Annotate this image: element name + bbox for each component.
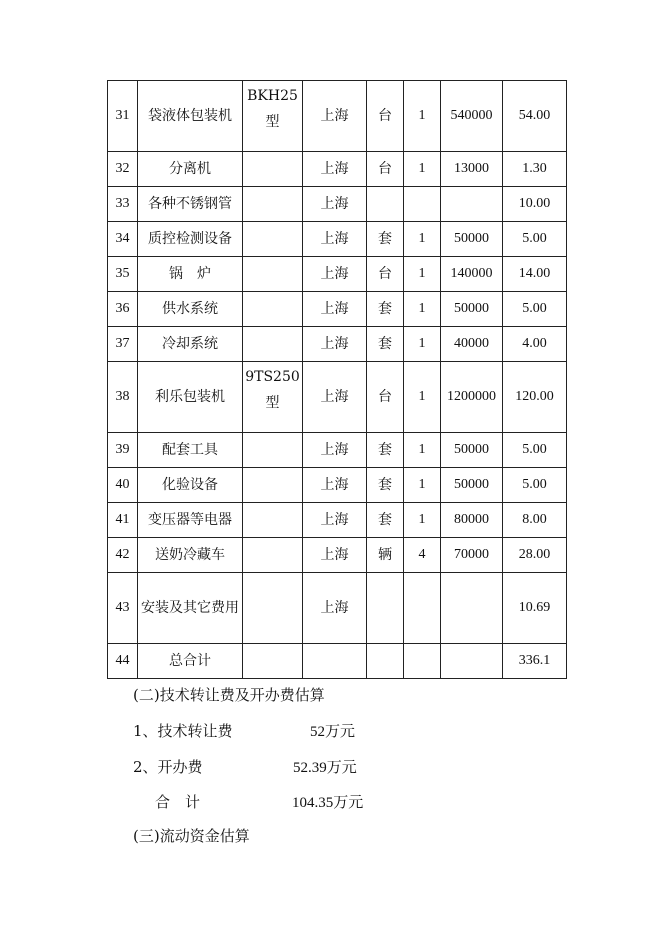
equipment-model-cell <box>243 644 303 679</box>
table-row <box>108 81 567 152</box>
table-row <box>108 503 567 538</box>
row-number-cell: 40 <box>108 468 138 503</box>
unit-cell: 套 <box>367 327 404 362</box>
quantity-cell: 1 <box>404 292 441 327</box>
row-number-cell: 37 <box>108 327 138 362</box>
quantity-cell: 4 <box>404 538 441 573</box>
section-2-heading: (二)技术转让费及开办费估算 <box>133 686 325 704</box>
equipment-name-cell: 分离机 <box>138 152 243 187</box>
origin-cell: 上海 <box>303 222 367 257</box>
equipment-model-cell <box>243 327 303 362</box>
row-number-cell: 42 <box>108 538 138 573</box>
unit-cell <box>367 187 404 222</box>
equipment-model-cell <box>243 573 303 644</box>
amount-wan-yuan-cell: 1.30 <box>503 152 567 187</box>
table-row <box>108 257 567 292</box>
row-number-cell: 39 <box>108 433 138 468</box>
equipment-model-cell <box>243 433 303 468</box>
unit-price-cell: 13000 <box>441 152 503 187</box>
equipment-name-cell: 总合计 <box>138 644 243 679</box>
origin-cell <box>303 644 367 679</box>
unit-price-cell: 50000 <box>441 222 503 257</box>
equipment-model-cell <box>243 152 303 187</box>
unit-cell: 套 <box>367 503 404 538</box>
equipment-name-cell: 锅 炉 <box>138 257 243 292</box>
origin-cell: 上海 <box>303 292 367 327</box>
unit-cell: 台 <box>367 257 404 292</box>
unit-cell: 套 <box>367 468 404 503</box>
equipment-model-cell <box>243 503 303 538</box>
amount-wan-yuan-cell: 10.69 <box>503 573 567 644</box>
equipment-name-cell: 安装及其它费用 <box>138 573 243 644</box>
amount-wan-yuan-cell: 14.00 <box>503 257 567 292</box>
unit-cell: 台 <box>367 81 404 152</box>
amount-wan-yuan-cell: 10.00 <box>503 187 567 222</box>
row-number-cell: 44 <box>108 644 138 679</box>
tech-transfer-fee-amount <box>310 720 355 741</box>
tech-transfer-fee-label: 1、技术转让费 <box>133 722 233 740</box>
amount-wan-yuan-cell: 120.00 <box>503 362 567 433</box>
origin-cell: 上海 <box>303 538 367 573</box>
equipment-name-cell: 供水系统 <box>138 292 243 327</box>
amount-wan-yuan-cell: 336.1 <box>503 644 567 679</box>
row-number-cell: 35 <box>108 257 138 292</box>
unit-cell: 套 <box>367 292 404 327</box>
equipment-name-cell: 质控检测设备 <box>138 222 243 257</box>
amount-wan-yuan-cell: 4.00 <box>503 327 567 362</box>
amount-wan-yuan-cell: 54.00 <box>503 81 567 152</box>
unit-price-cell: 50000 <box>441 433 503 468</box>
quantity-cell: 1 <box>404 152 441 187</box>
startup-fee-amount <box>293 756 357 777</box>
table-row <box>108 152 567 187</box>
unit-price-cell: 540000 <box>441 81 503 152</box>
table-body <box>108 81 567 679</box>
row-number-cell: 31 <box>108 81 138 152</box>
subtotal-amount <box>292 791 363 812</box>
unit-price-cell <box>441 187 503 222</box>
unit-price-cell: 50000 <box>441 292 503 327</box>
origin-cell: 上海 <box>303 468 367 503</box>
quantity-cell <box>404 187 441 222</box>
subtotal-label: 合 计 <box>155 793 201 811</box>
origin-cell: 上海 <box>303 81 367 152</box>
table-row <box>108 362 567 433</box>
quantity-cell: 1 <box>404 327 441 362</box>
startup-fee-value: 52.39 <box>293 760 327 776</box>
origin-cell: 上海 <box>303 187 367 222</box>
amount-wan-yuan-cell: 28.00 <box>503 538 567 573</box>
unit-price-cell <box>441 644 503 679</box>
quantity-cell: 1 <box>404 257 441 292</box>
quantity-cell: 1 <box>404 81 441 152</box>
tech-transfer-fee-value: 52 <box>310 724 325 740</box>
unit-cell <box>367 573 404 644</box>
amount-wan-yuan-cell: 5.00 <box>503 468 567 503</box>
quantity-cell <box>404 573 441 644</box>
equipment-model-cell <box>243 187 303 222</box>
unit-price-cell: 1200000 <box>441 362 503 433</box>
origin-cell: 上海 <box>303 152 367 187</box>
row-number-cell: 34 <box>108 222 138 257</box>
unit-cell: 套 <box>367 433 404 468</box>
tech-transfer-fee-unit: 万元 <box>325 722 356 740</box>
unit-cell <box>367 644 404 679</box>
equipment-name-cell: 化验设备 <box>138 468 243 503</box>
table-row <box>108 573 567 644</box>
row-number-cell: 36 <box>108 292 138 327</box>
table-row <box>108 538 567 573</box>
row-number-cell: 43 <box>108 573 138 644</box>
unit-price-cell: 140000 <box>441 257 503 292</box>
unit-price-cell: 40000 <box>441 327 503 362</box>
equipment-name-cell: 送奶冷藏车 <box>138 538 243 573</box>
unit-cell: 套 <box>367 222 404 257</box>
table-row <box>108 327 567 362</box>
amount-wan-yuan-cell: 5.00 <box>503 292 567 327</box>
quantity-cell <box>404 644 441 679</box>
equipment-model-cell <box>243 257 303 292</box>
origin-cell: 上海 <box>303 362 367 433</box>
row-number-cell: 32 <box>108 152 138 187</box>
row-number-cell: 38 <box>108 362 138 433</box>
subtotal-value: 104.35 <box>292 795 334 811</box>
origin-cell: 上海 <box>303 257 367 292</box>
equipment-model-cell <box>243 468 303 503</box>
row-number-cell: 33 <box>108 187 138 222</box>
unit-price-cell: 80000 <box>441 503 503 538</box>
amount-wan-yuan-cell: 5.00 <box>503 222 567 257</box>
equipment-name-cell: 各种不锈钢管 <box>138 187 243 222</box>
equipment-cost-table <box>107 80 567 679</box>
table-row <box>108 187 567 222</box>
equipment-name-cell: 袋液体包装机 <box>138 81 243 152</box>
equipment-model-cell: 9TS250型 <box>243 362 303 433</box>
unit-cell: 台 <box>367 362 404 433</box>
unit-cell: 台 <box>367 152 404 187</box>
origin-cell: 上海 <box>303 573 367 644</box>
equipment-name-cell: 变压器等电器 <box>138 503 243 538</box>
section-3-heading: (三)流动资金估算 <box>133 827 250 845</box>
unit-price-cell: 70000 <box>441 538 503 573</box>
unit-price-cell <box>441 573 503 644</box>
table-row <box>108 644 567 679</box>
unit-cell: 辆 <box>367 538 404 573</box>
table-row <box>108 292 567 327</box>
amount-wan-yuan-cell: 8.00 <box>503 503 567 538</box>
equipment-name-cell: 配套工具 <box>138 433 243 468</box>
origin-cell: 上海 <box>303 433 367 468</box>
origin-cell: 上海 <box>303 503 367 538</box>
amount-wan-yuan-cell: 5.00 <box>503 433 567 468</box>
table-row <box>108 468 567 503</box>
equipment-name-cell: 利乐包装机 <box>138 362 243 433</box>
quantity-cell: 1 <box>404 362 441 433</box>
subtotal-unit: 万元 <box>333 793 364 811</box>
equipment-name-cell: 冷却系统 <box>138 327 243 362</box>
equipment-model-cell <box>243 538 303 573</box>
quantity-cell: 1 <box>404 503 441 538</box>
quantity-cell: 1 <box>404 222 441 257</box>
startup-fee-unit: 万元 <box>326 758 357 776</box>
quantity-cell: 1 <box>404 433 441 468</box>
table-row <box>108 433 567 468</box>
unit-price-cell: 50000 <box>441 468 503 503</box>
equipment-model-cell: BKH25型 <box>243 81 303 152</box>
quantity-cell: 1 <box>404 468 441 503</box>
table-row <box>108 222 567 257</box>
origin-cell: 上海 <box>303 327 367 362</box>
row-number-cell: 41 <box>108 503 138 538</box>
startup-fee-label: 2、开办费 <box>133 758 203 776</box>
equipment-model-cell <box>243 222 303 257</box>
equipment-model-cell <box>243 292 303 327</box>
